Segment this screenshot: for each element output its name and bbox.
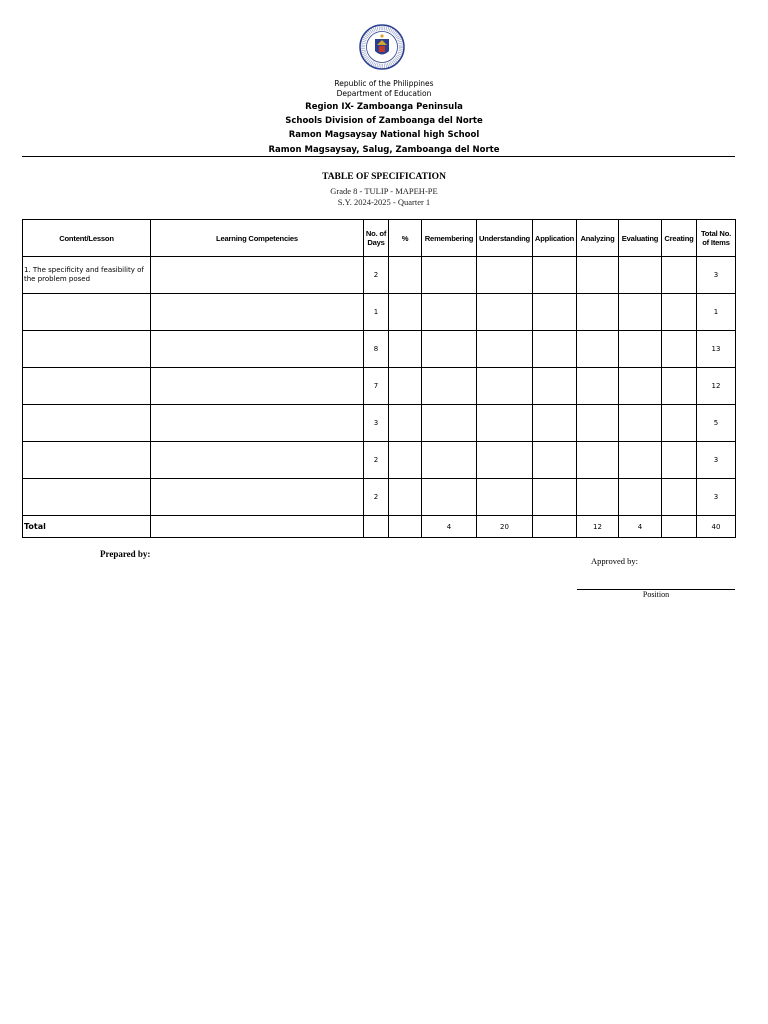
cell-application bbox=[533, 479, 577, 516]
cell-analyzing bbox=[577, 331, 619, 368]
cell-competencies bbox=[151, 257, 364, 294]
cell-analyzing bbox=[577, 368, 619, 405]
col-header-competencies: Learning Competencies bbox=[151, 220, 364, 257]
cell-understanding bbox=[477, 405, 533, 442]
cell-remembering bbox=[422, 405, 477, 442]
cell-evaluating bbox=[619, 405, 662, 442]
cell-days: 3 bbox=[364, 405, 389, 442]
col-header-total-items: Total No. of Items bbox=[697, 220, 736, 257]
header-department: Department of Education bbox=[336, 89, 432, 98]
cell-evaluating bbox=[619, 368, 662, 405]
cell-content bbox=[23, 294, 151, 331]
cell-days: 2 bbox=[364, 442, 389, 479]
position-label: Position bbox=[642, 590, 670, 599]
cell-creating bbox=[662, 331, 697, 368]
col-header-understanding: Understanding bbox=[477, 220, 533, 257]
cell-remembering bbox=[422, 331, 477, 368]
cell-content: 1. The specificity and feasibility of the problem posed bbox=[23, 257, 151, 294]
cell-percent bbox=[389, 294, 422, 331]
cell-competencies bbox=[151, 405, 364, 442]
cell-remembering bbox=[422, 368, 477, 405]
cell-total-items: 13 bbox=[697, 331, 736, 368]
cell-creating bbox=[662, 442, 697, 479]
cell-analyzing bbox=[577, 479, 619, 516]
col-header-remembering: Remembering bbox=[422, 220, 477, 257]
cell-evaluating bbox=[619, 294, 662, 331]
header-address: Ramon Magsaysay, Salug, Zamboanga del Norte bbox=[268, 145, 500, 155]
cell-percent bbox=[389, 257, 422, 294]
cell-percent bbox=[389, 331, 422, 368]
cell-application bbox=[533, 294, 577, 331]
cell-total-items: 5 bbox=[697, 405, 736, 442]
cell-understanding bbox=[477, 294, 533, 331]
total-analyzing: 12 bbox=[577, 516, 619, 538]
col-header-evaluating: Evaluating bbox=[619, 220, 662, 257]
approved-by-label: Approved by: bbox=[591, 556, 638, 566]
cell-total-items: 3 bbox=[697, 479, 736, 516]
total-understanding: 20 bbox=[477, 516, 533, 538]
header-republic: Republic of the Philippines bbox=[334, 79, 434, 88]
cell-application bbox=[533, 257, 577, 294]
document-title: TABLE OF SPECIFICATION bbox=[322, 172, 446, 182]
cell-days: 8 bbox=[364, 331, 389, 368]
cell-creating bbox=[662, 368, 697, 405]
cell-percent bbox=[389, 405, 422, 442]
cell-competencies bbox=[151, 368, 364, 405]
cell-analyzing bbox=[577, 442, 619, 479]
cell-percent bbox=[389, 479, 422, 516]
col-header-creating: Creating bbox=[662, 220, 697, 257]
cell-days: 2 bbox=[364, 257, 389, 294]
total-label: Total bbox=[23, 516, 151, 538]
cell-competencies bbox=[151, 442, 364, 479]
cell-percent bbox=[389, 368, 422, 405]
cell-creating bbox=[662, 405, 697, 442]
cell-evaluating bbox=[619, 442, 662, 479]
cell-application bbox=[533, 368, 577, 405]
cell-competencies bbox=[151, 294, 364, 331]
cell-remembering bbox=[422, 294, 477, 331]
cell-competencies bbox=[151, 331, 364, 368]
prepared-by-label: Prepared by: bbox=[100, 549, 151, 559]
header-division: Schools Division of Zamboanga del Norte bbox=[285, 116, 483, 126]
cell-analyzing bbox=[577, 294, 619, 331]
cell-analyzing bbox=[577, 257, 619, 294]
cell-creating bbox=[662, 294, 697, 331]
cell-analyzing bbox=[577, 405, 619, 442]
cell-evaluating bbox=[619, 331, 662, 368]
table-row bbox=[23, 368, 736, 405]
cell-evaluating bbox=[619, 479, 662, 516]
cell-total-items: 1 bbox=[697, 294, 736, 331]
total-evaluating: 4 bbox=[619, 516, 662, 538]
cell-application bbox=[533, 442, 577, 479]
total-application bbox=[533, 516, 577, 538]
cell-total-items: 3 bbox=[697, 257, 736, 294]
table-row bbox=[23, 331, 736, 368]
cell-understanding bbox=[477, 479, 533, 516]
cell-remembering bbox=[422, 442, 477, 479]
total-creating bbox=[662, 516, 697, 538]
table-total-row bbox=[23, 516, 736, 538]
cell-content bbox=[23, 479, 151, 516]
cell-percent bbox=[389, 442, 422, 479]
table-row bbox=[23, 442, 736, 479]
table-row bbox=[23, 405, 736, 442]
header-divider bbox=[22, 156, 735, 157]
header-region: Region IX- Zamboanga Peninsula bbox=[305, 102, 463, 112]
cell-competencies bbox=[151, 479, 364, 516]
total-items: 40 bbox=[697, 516, 736, 538]
table-row bbox=[23, 294, 736, 331]
specification-table bbox=[22, 219, 736, 538]
col-header-days: No. of Days bbox=[364, 220, 389, 257]
total-percent bbox=[389, 516, 422, 538]
total-remembering: 4 bbox=[422, 516, 477, 538]
cell-evaluating bbox=[619, 257, 662, 294]
cell-days: 1 bbox=[364, 294, 389, 331]
cell-creating bbox=[662, 479, 697, 516]
cell-content bbox=[23, 331, 151, 368]
col-header-percent: % bbox=[389, 220, 422, 257]
cell-application bbox=[533, 331, 577, 368]
document-grade: Grade 8 - TULIP - MAPEH-PE bbox=[330, 186, 438, 196]
cell-total-items: 3 bbox=[697, 442, 736, 479]
cell-days: 2 bbox=[364, 479, 389, 516]
col-header-application: Application bbox=[533, 220, 577, 257]
col-header-content: Content/Lesson bbox=[23, 220, 151, 257]
deped-seal-logo bbox=[359, 24, 405, 70]
cell-content bbox=[23, 405, 151, 442]
table-row bbox=[23, 479, 736, 516]
table-row bbox=[23, 257, 736, 294]
cell-understanding bbox=[477, 368, 533, 405]
total-days bbox=[364, 516, 389, 538]
cell-understanding bbox=[477, 442, 533, 479]
total-competencies bbox=[151, 516, 364, 538]
cell-understanding bbox=[477, 257, 533, 294]
cell-total-items: 12 bbox=[697, 368, 736, 405]
document-school-year: S.Y. 2024-2025 - Quarter 1 bbox=[337, 197, 431, 207]
cell-application bbox=[533, 405, 577, 442]
cell-content bbox=[23, 368, 151, 405]
cell-creating bbox=[662, 257, 697, 294]
cell-content bbox=[23, 442, 151, 479]
cell-days: 7 bbox=[364, 368, 389, 405]
table-header-row bbox=[23, 220, 736, 257]
cell-remembering bbox=[422, 257, 477, 294]
cell-remembering bbox=[422, 479, 477, 516]
cell-understanding bbox=[477, 331, 533, 368]
col-header-analyzing: Analyzing bbox=[577, 220, 619, 257]
header-school: Ramon Magsaysay National high School bbox=[288, 130, 480, 140]
